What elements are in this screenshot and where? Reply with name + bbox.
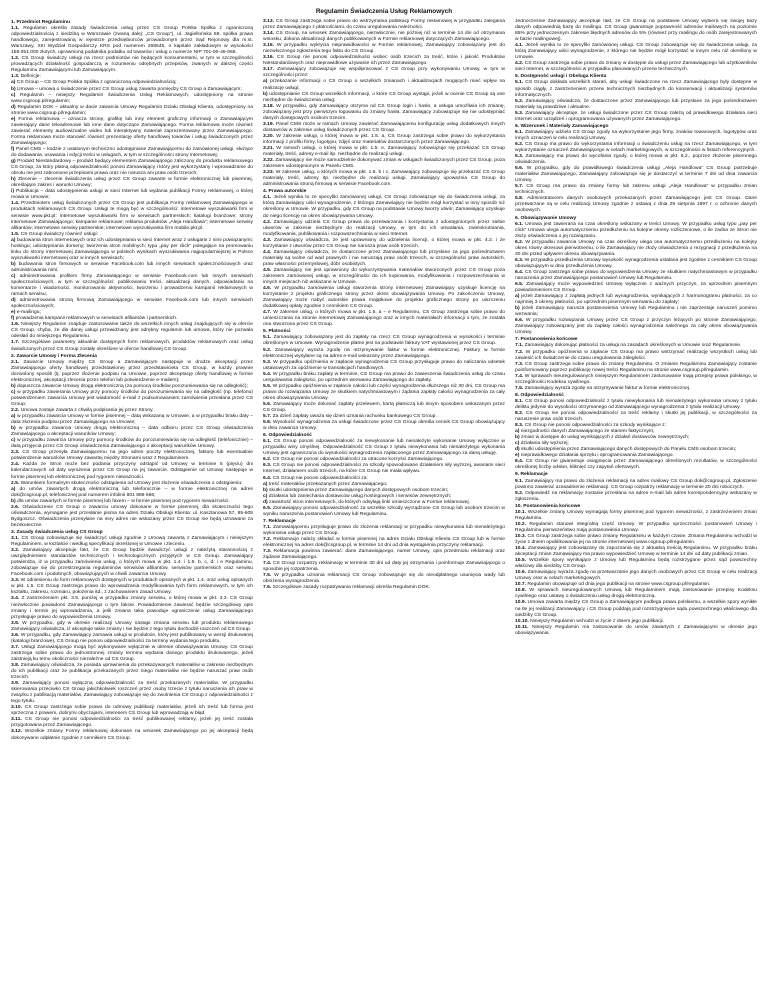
paragraph: a) w przypadku zawarcia Umowy w formie pisemnej – datą wskazaną w Umowie, a w przypadku braku daty – data złożenia podpisu przez Zamawiającego na Umowie; xyxy=(11,414,253,426)
paragraph: 4.3. Zamawiający oświadcza, że jest uprawniony do udzielenia licencji, o której mowa w pkt. 4.2. i że korzystanie z utworów przez CS Group nie narusza praw osób trzecich. xyxy=(263,237,505,249)
paragraph: 3.4. Z zastrzeżeniem pkt. 3.5. poniżej w przypadku zmiany serwisu, o której mowa w pkt. 3.3. CS Group niezwłocznie powiadomi Zamawiającego o tym fakcie. Powiadomienie zawierać będzie szczegółowy opis zmiany i termin jej wprowadzenia, a jeśli zmiana taka powoduje ograniczenie usług Zamawiającego przysługuje prawo do wypowiedzenia Umowy. xyxy=(11,596,253,620)
paragraph: d) skutki udostępnienia przez Zamawiającego danych dostępowych do Panelu CMS osobom trzecim; xyxy=(515,447,737,453)
paragraph: 6.3. W przypadku przedłużenia Umowy wysokość wynagrodzenia ustalana jest zgodnie z cennikiem CS Group obowiązującym w dniu przedłużenia Umowy. xyxy=(515,257,757,269)
paragraph: f) prowadzenia kampanii reklamowych w serwisach afiliantów i partnerskich. xyxy=(11,316,178,322)
section-heading: 5. Płatności xyxy=(263,329,291,335)
paragraph: b) dopuszcza zawarcie Umowy drogą elektroniczną (za pomocą środków porozumiewania się na odległość); xyxy=(11,383,248,389)
paragraph: 6.1. Zamawiający udziela CS Group zgody na wykorzystanie jego firmy, znaków towarowych, logotypów oraz innych oznaczeń w celu realizacji Umowy. xyxy=(515,129,757,141)
paragraph: 1.1. Regulamin określa zasady świadczenia usług przez CS Group Polska Spółka z ograniczoną odpowiedzialnością z siedzibą w Warszawie (zwaną dalej: „CS Group”), ul. Jagiellońska 69, spółka prawa handlowego, zarejestrowaną w rejestrze przedsiębiorców prowadzonym przez Sąd Rejonowy dla m.st. Warszawy, XIII Wydział Gospodarczy KRS pod numerem 268645, o kapitale zakładowym w wysokości 159.051.000 złotych, uprawnioną podatnika podatku od towarów i usług o numerze NIP 701-00-46-065. xyxy=(11,26,253,56)
section-heading: 1. Przedmiot Regulaminu xyxy=(11,20,70,25)
paragraph: 3.7. Usługi Zamawiającego mogą być wykonywane wyłącznie w okresie obowiązywania Umowy. CS Group zastrzega sobie prawo do jednostronnej zmiany terminu wydania danego produktu drukowanego, jeżeli zaistnieją ku temu okoliczności niezależne od CS Group. xyxy=(11,644,253,662)
paragraph: e) Forma reklamowa – oznacza stronę, grafikę lub inny element graficzny informacji o Zamawiającym zawierający dane teleadresowe lub inne dane dotyczące Zamawiającego. Forma reklamowa może również zawierać elementy audiowizualne wideo lub interaktywny materiał zaprezentowany przez Zamawiającego. Forma reklamowa może stanowić również prezentację oferty handlowej towarów i usług świadczonych przez Zamawiającego; xyxy=(11,116,253,146)
paragraph: 10.7. Regulamin obowiązuje od dnia jego publikacji na stronie www.csgroup.pl/regulamin. xyxy=(515,582,711,588)
paragraph: Jednocześnie Zamawiający akceptuje fakt, że CS Group na podstawie Umowy wybiera się swojej bazy danych odpowiednią bazę do mailingu. CS Group gwarantuje poprawność adresów mailowych na poziomie 85% przy jednoczesnym zakresie błędnych adresów do 5% (również przy mailingu do osób zarejestrowanych w bazie mailingowej). xyxy=(515,19,757,43)
paragraph: 5.3. W przypadku opóźnienia w zapłacie wynagrodzenia CS Group przysługuje prawo do naliczania odsetek ustawowych za opóźnienie w transakcjach handlowych. xyxy=(263,359,505,371)
paragraph: 3.23. W zakresie usług, o których mowa w pkt. 1.5. b i c, Zamawiający zobowiązuje się przekazać CS Group materiały, treść, adresy itp. niezbędne do realizacji usługi. Zamawiający upoważnia CS Group do administrowania stroną firmową w serwisie Facebook.com. xyxy=(263,170,505,188)
paragraph: 8.2. CS Group nie ponosi odpowiedzialności za treść reklamy i skutki jej publikacji, w szczególności za naruszenie praw osób trzecich. xyxy=(515,411,757,423)
paragraph: 7.1. Zamawiający dokonując płatności za usługi na zasadach określonych w Umowie oraz Regulaminie. xyxy=(515,343,742,349)
paragraph: i) Publikacja – data udostępnienia usługi w sieci Internet lub wydania publikacji Formy reklamowej, o której mowa w Umowie; xyxy=(11,189,253,201)
column-left xyxy=(11,19,253,993)
paragraph: d) Regulamin DOK – aktualny w dacie zawarcia Umowy Regulamin Działu Obsługi Klienta, udostępniony na stronie www.csgroup.pl/regulamin; xyxy=(11,104,253,116)
paragraph: 4.2. Zamawiający udziela CS Group prawa do przetwarzania i korzystania z udostępnionych przez siebie utworów w zakresie niezbędnym do realizacji Umowy, w tym do ich utrwalania, zwielokrotniania, modyfikowania, publikowania i rozpowszechniania w sieci Internet. xyxy=(263,219,505,237)
paragraph: 10.4. Zamawiający jest zobowiązany do zapoznania się z aktualną treścią Regulaminu. W przypadku braku akceptacji zmian Zamawiający ma prawo wypowiedzieć Umowę w terminie 14 dni od daty publikacji zmian. xyxy=(515,546,757,558)
paragraph: 5.1. Zamawiający zobowiązany jest do zapłaty na rzecz CS Group wynagrodzenia w wysokości i terminie określonym w Umowie. Wynagrodzenie płatne jest na podstawie faktury VAT wystawionej przez CS Group. xyxy=(263,335,505,347)
paragraph: b) zmian w dostępie do usług wynikających z działań dostawców zewnętrznych; xyxy=(515,435,690,441)
paragraph: 7.6. Szczegółowe zasady rozpatrywania reklamacji określa Regulamin DOK. xyxy=(263,585,431,591)
paragraph: 1.2. CS Group świadczy usługi na rzecz podmiotów nie będących konsumentami, w tym w szczególności prowadzących działalność gospodarczą w rozumieniu odrębnych przepisów, zwanych w dalszej części Regulaminu Zamawiającymi lub Zamawiającym. xyxy=(11,56,253,74)
paragraph: 6.2. W przypadku zawarcia Umowy na czas określony ulega ona automatycznemu przedłużeniu na kolejny okres równy okresowi pierwotnemu, o ile Zamawiający nie złoży oświadczenia o rezygnacji z przedłużenia na 30 dni przed upływem okresu obowiązywania. xyxy=(515,239,757,257)
paragraph: f) Panel CMS – kodzie z ustalonym techniczno udostępniane Zamawiającemu do zamówionej usługi, służące do dodawania, usuwania i edycji treści w usługach, w tym w szczególności strony internetowej; xyxy=(11,146,253,159)
paragraph: 6.1. Umowa jest zawierana na czas określony wskazany w treści Umowy. W przypadku usług typu „pay per click” Umowa ulega automatycznemu przedłużeniu na kolejne okresy rozliczeniowe, o ile żadna ze Stron nie złoży oświadczenia o jej rozwiązaniu. xyxy=(515,221,757,239)
paragraph: 5.2. Zamawiający oświadcza, że dostarczone przez Zamawiającego lub przysłane za jego pośrednictwem materiały są prawdziwe i aktualne. xyxy=(515,98,757,110)
paragraph: a) do umów zawartych drogą elektroniczną lub telefonicznie – w formie elektronicznej na adres dok@csgroup.pl, telefonicznej pod numerem infolinii 801 888 666; xyxy=(11,486,253,498)
section-heading: 3. Zasady świadczenia usług CS Group xyxy=(11,529,103,535)
paragraph: 6.1. CS Group ponosi odpowiedzialność za niewykonanie lub nienależyte wykonanie Umowy wyłącznie w przypadku winy umyślnej. Odpowiedzialność CS Group z tytułu niewykonania lub nienależytego wykonania Umowy jest ograniczona do wysokości wynagrodzenia zapłaconego przez Zamawiającego za daną usługę. xyxy=(263,439,505,457)
paragraph: 10.10. Niniejszy Regulamin wchodzi w życie z dniem jego publikacji. xyxy=(515,618,665,624)
paragraph: 3.5. W przypadku, gdy w okresie realizacji Umowy nastąpi zmiana serwisu lub produktu reklamowego Zamawiający oświadcza, iż akceptuje takie zmiany i nie będzie z tego tytułu dochodził roszczeń od CS Group. xyxy=(11,620,253,632)
paragraph: 3.13. CS Group zastrzega sobie prawo do wstrzymania publikacji Formy reklamowej w przypadku zalegania przez Zamawiającego z płatnościami, do czasu uregulowania należności. xyxy=(263,19,505,31)
paragraph: b) Umowa – umowa o świadczenie przez CS Group usług zawarta pomiędzy CS Group a Zamawiającym; xyxy=(11,86,242,92)
paragraph: 4.4. Zamawiający oświadcza, że dostarczone przez Zamawiającego lub przysłane za jego pośrednictwem materiały są wolne od wad prawnych i nie naruszają praw osób trzecich, w szczególności praw autorskich, praw własności przemysłowej, dóbr osobistych. xyxy=(263,249,505,267)
paragraph: 1.3. Definicje: xyxy=(11,74,41,80)
paragraph: 3.11. CS Group nie ponosi odpowiedzialności za treść publikowanej reklamy, jeżeli jej treść została przygotowana przez Zamawiającego. xyxy=(11,717,253,729)
paragraph: 3.9. Zamawiający ponosi wyłączną odpowiedzialność za treść przekazanych materiałów. W przypadku skierowania przeciwko CS Group jakichkolwiek roszczeń przez osoby trzecie z tytułu naruszenia ich praw w związku z publikacją materiałów, Zamawiający zobowiązuje się do zwolnienia CS Group z odpowiedzialności z tego tytułu. xyxy=(11,681,253,705)
document-columns xyxy=(11,19,757,993)
section-heading: 4. Prawa autorskie xyxy=(263,189,307,195)
paragraph: 4.6. W przypadku zamówienia usługi stworzenia strony internetowej Zamawiający uzyskuje licencję na korzystanie z projektu graficznego strony przez okres obowiązywania Umowy. Po zakończeniu Umowy, Zamawiający może nabyć autorskie prawa majątkowe do projektu graficznego strony po uiszczeniu dodatkowej opłaty zgodnie z cennikiem CS Group. xyxy=(263,286,505,310)
paragraph: 3.8. Zamawiający oświadcza, że posiada uprawnienia do przekazywanych materiałów w zakresie niezbędnym do ich publikacji oraz że publikacja przekazanych przez niego materiałów nie będzie naruszać praw osób trzecich. xyxy=(11,662,253,681)
paragraph: 3.21. W ramach usługi, o której mowa w pkt. 1.5. e, Zamawiający zobowiązuje się przekazać CS Group materiały, treść, adresy e-mail itp. niezbędne do realizacji usługi. xyxy=(263,145,505,158)
paragraph: 5.3. Zamawiający akceptuje, że usługi świadczone przez CS Group zależą od prawidłowego działania sieci Internet oraz urządzeń i oprogramowania używanych przez Zamawiającego. xyxy=(515,110,757,122)
paragraph: 2.4. Każda ze Stron może bez podania przyczyny odstąpić od Umowy w terminie 5 (pięciu) dni kalendarzowych od daty wyrażenia przez CS Group na jej zawarcie. Odstąpienie od Umowy następuje w formie pisemnej lub elektronicznej pod rygorem nieważności. xyxy=(11,462,253,480)
paragraph: 6.5. Zamawiający ponosi odpowiedzialność za wszelkie szkody wyrządzone CS Group lub osobom trzecim w wyniku naruszenia postanowień Umowy lub Regulaminu. xyxy=(263,505,505,517)
paragraph: c) w przypadku zawierania Umowy przy pomocy środków do porozumiewania się na odległość (np. telefonu) potwierdzeniem zawarcia Umowy jest wiadomość e-mail z podsumowaniem zamówienia przesłana przez CS Group; xyxy=(11,389,253,407)
paragraph: 1.5. CS Group świadczy również usługi: xyxy=(11,231,98,237)
paragraph: 6.6. W przypadku rozwiązania Umowy przez CS Group z przyczyn leżących po stronie Zamawiającego, Zamawiający zobowiązany jest do zapłaty całości wynagrodzenia należnego za cały okres obowiązywania Umowy. xyxy=(515,318,757,336)
paragraph: a) budowania stron internetowych oraz ich udostępniania w sieci Internet wraz z usługami z nimi powiązanymi; hostingu; udostępniania domeny; tworzenia stron mobilnych; typu „pay per click” polegające na promowaniu linku do strony internetowej Zamawiającego w polskich wynikach wyszukiwania najpopularniejszej w Polsce wyszukiwarki internetowej oraz w innych serwisach; xyxy=(11,237,253,261)
section-heading: 6. Wizerunek i Materiały Zamawiającego xyxy=(515,123,609,129)
paragraph: 2.3. CS Group przesyła Zamawiającemu na jego adres poczty elektronicznej, fakturę lub ewentualnie potwierdzenie warunków Umowy zawartej między Stronami wraz z Regulaminem. xyxy=(11,450,253,462)
paragraph: d) administrowania stroną firmową Zamawiającego w serwisie Facebook.com lub innych serwisach społecznościowych; xyxy=(11,298,253,310)
paragraph: 10.6. Zamawiający wyraża zgodę na przetwarzanie jego danych osobowych przez CS Group w celu realizacji Umowy oraz w celach marketingowych. xyxy=(515,570,757,582)
paragraph: 6.3. Zamawiający ma prawo do wycofania zgody, o której mowa w pkt. 6.2., poprzez złożenie pisemnego oświadczenia. xyxy=(515,154,757,166)
paragraph: 6.4. CS Group zastrzega sobie prawo do wypowiedzenia Umowy ze skutkiem natychmiastowym w przypadku naruszenia przez Zamawiającego postanowień Umowy lub Regulaminu. xyxy=(515,269,757,281)
paragraph: 1.6. Niniejszy Regulamin znajduje zastosowanie także do wszelkich innych usług znajdujących się w ofercie CS Group, chyba, że dla danej usługi przewidziany jest odrębny regulamin lub umowa, który nie pozwala odesłań do niniejszego Regulaminu. xyxy=(11,322,253,340)
paragraph: a) CS Group – CS Group Polska Spółka z ograniczoną odpowiedzialnością; xyxy=(11,80,177,86)
paragraph: e) nieprawidłowego działania sprzętu i oprogramowania Zamawiającego. xyxy=(515,453,674,459)
paragraph: 2.1. Zawarcie Umowy między CS Group a Zamawiającym następuje w drodze akceptacji przez Zamawiającego oferty handlowej przedstawionej przez przedstawiciela CS Group, w każdy prawnie dozwolony sposób (tj. poprzez złożenie podpisu na Umowie, poprzez akceptację oferty handlowej w formie elektronicznej, akceptacji zlecenia przez telefon lub potwierdzenie e-mailem); xyxy=(11,359,253,383)
section-heading: 6. Obowiązywanie Umowy xyxy=(515,215,577,221)
paragraph: 3.3. W odniesieniu do form reklamowych dostępnych w produktach opisanych w pkt. 1.4. oraz usług opisanych w pkt. 1.5. CS Group zastrzega prawo do wprowadzania modyfikowania tych form reklamowych, w tym ich kształtu, zakresu, rozmiaru, położenia itd., z zachowaniem zasad Umowy. xyxy=(11,578,253,596)
paragraph: b) skutki udostępnienia przez Zamawiającego danych dostępowych osobom trzecim; xyxy=(263,487,449,493)
paragraph: 3.22. Zamawiający nie może samodzielnie dokonywać zmian w usługach świadczonych przez CS Group, poza zakresem udostępnionym w Panelu CMS. xyxy=(263,158,505,170)
paragraph: 3.14. CS Group, na wniosek Zamawiającego, niezwłocznie, nie później niż w terminie 14 dni od otrzymania wniosku, dokona aktualizacji danych publikowanych w Formie reklamowej dotyczących Zamawiającego. xyxy=(263,31,505,43)
column-right xyxy=(515,19,757,993)
paragraph: 3.16. CS Group nie ponosi odpowiedzialności wobec osób trzecich za treść, które i jakość Produktów Niestandardowych oraz nieprawidłowe używanie ich przez Zamawiającego. xyxy=(263,55,505,67)
paragraph: 3.20. W zakresie usługi, o której mowa w pkt. 1.5. a, CS Group zastrzega sobie prawo do wykorzystania informacji z profilu firmy, logotypu, zdjęć oraz materiałów dostarczonych przez Zamawiającego. xyxy=(263,133,505,145)
paragraph: 6.3. CS Group nie ponosi odpowiedzialności za szkody spowodowane działaniem siły wyższej, awariami sieci Internet, działaniem osób trzecich, na które CS Group nie miała wpływu. xyxy=(263,463,505,475)
section-heading: 8. Odpowiedzialność xyxy=(515,392,564,398)
paragraph: 2.2. Umowa zostaje zawarta z chwilą podpisania jej przez Strony. xyxy=(11,408,154,413)
paragraph: 5.5. W przypadku opóźnienia w zapłacie całości lub części wynagrodzenia dłuższego niż 30 dni, CS Group ma prawo do rozwiązania Umowy ze skutkiem natychmiastowym i żądania zapłaty całości wynagrodzenia za cały okres obowiązywania Umowy. xyxy=(263,383,505,401)
section-heading: 10. Postanowienia końcowe xyxy=(515,503,581,509)
paragraph: 9.2. Odpowiedź na reklamację zostanie przesłana na adres e-mail lub adres korespondencyjny wskazany w zgłoszeniu. xyxy=(515,490,757,502)
section-heading: 2. Zawarcie Umowy i Forma Zlecenia xyxy=(11,353,97,359)
paragraph: 4.1. Jeżeli wynika to ze specyfiki zamówionej usługi, CS Group zobowiązuje się do świadczenia usługi, za którą Zamawiający uiści wynagrodzenie, z którego nie będzie mógł korzystać w innym celu niż określony w Umowie. xyxy=(515,43,757,61)
paragraph: 6.2. CS Group nie ponosi odpowiedzialności za utracone korzyści Zamawiającego. xyxy=(263,457,444,463)
paragraph: 5.2. Zamawiający wyraża zgodę na otrzymywanie faktur w formie elektronicznej. Faktury w formie elektronicznej wysyłane są na adres e-mail wskazany przez Zamawiającego. xyxy=(263,347,505,359)
paragraph: 3.15. W przypadku wykrycia nieprawidłowości w Formie reklamowej, Zamawiający zobowiązany jest do niezwłocznego zgłoszenia tego faktu do CS Group. xyxy=(263,43,505,55)
paragraph: 10.9. Umowa zawarta między CS Group a Zamawiającym podlega prawu polskiemu, a wszelkie spory wynikłe na tle jej realizacji Zamawiający i CS Group poddają pod rozstrzygnięcie sądu powszechnego właściwego dla siedziby CS Group. xyxy=(515,600,757,618)
section-heading: 7. Reklamacje xyxy=(263,518,296,524)
paragraph: 7.4. CS Group rozpatrzy reklamację w terminie 30 dni od daty jej otrzymania i poinformuje Zamawiającego o sposobie jej rozpatrzenia. xyxy=(263,561,505,573)
paragraph: 10.5. Wszelkie spory wynikające z Umowy lub Regulaminu będą rozstrzygane przez sąd powszechny właściwy dla siedziby CS Group. xyxy=(515,558,757,570)
paragraph: a) niezgodności danych Zamawiającego ze stanem faktycznym; xyxy=(515,429,655,435)
paragraph: b) budowania stron firmowych w serwisie Facebook.com lub innych serwisach społecznościowych oraz administrowania nimi; xyxy=(11,261,253,273)
paragraph: h) Zlecenie – zlecenie świadczenia usług przez CS Group zawarte w formie elektronicznej lub pisemnej, określające zakres i warunki Umowy; xyxy=(11,177,253,189)
paragraph: 3.1. CS Group zobowiązuje się świadczyć usługi zgodnie z Umową zawartą z Zamawiającym i niniejszym Regulaminem, w kształcie i według specyfikacji określonej w Umowie i zleceniu. xyxy=(11,535,253,548)
paragraph: 5.6. Zamawiający może dokonać zapłaty przelewem, kartą płatniczą lub innym sposobem wskazanym przez CS Group. xyxy=(263,401,505,413)
document-title: Regulamin Świadczenia Usług Reklamowych xyxy=(315,8,453,15)
section-heading: 7. Postanowienia końcowe xyxy=(515,337,578,343)
paragraph: c) Regulamin – niniejszy Regulamin świadczenia Usług Reklamowych, udostępniony na stronie www.csgroup.pl/regulamin; xyxy=(11,92,253,104)
paragraph: 7.2. Reklamacje należy składać w formie pisemnej na adres Działu Obsługi Klienta CS Group lub w formie elektronicznej na adres dok@csgroup.pl, w terminie 14 dni od dnia wystąpienia przyczyny reklamacji. xyxy=(263,536,505,549)
paragraph: 10.11. Niniejszy Regulamin ma zastosowanie do umów zawartych z Zamawiającymi w okresie jego obowiązywania. xyxy=(515,624,757,636)
paragraph: 7.4. W sprawach nieuregulowanych niniejszym Regulaminem zastosowanie mają przepisy prawa polskiego, w szczególności Kodeksu cywilnego. xyxy=(515,373,757,385)
section-heading: 5. Dostępność usługi i Obsługa Klienta xyxy=(515,74,607,80)
paragraph: 10.1. Wszelkie zmiany Umowy wymagają formy pisemnej pod rygorem nieważności, z zastrzeżeniem zmian Regulaminu. xyxy=(515,509,757,521)
paragraph: 8.4. CS Group nie gwarantuje osiągnięcia przez Zamawiającego określonych rezultatów, w szczególności określonej liczby odsłon, kliknięć czy zapytań ofertowych. xyxy=(515,459,757,471)
paragraph: 7.2. W przypadku opóźnienia w zapłacie CS Group ma prawo wstrzymać realizację wszystkich usług lub zawiesić ich świadczenie do czasu uregulowania zaległości. xyxy=(515,349,757,361)
paragraph: e) e-mailingu; xyxy=(11,310,41,316)
section-heading: 9. Reklamacje xyxy=(515,472,548,478)
paragraph: 3.2. Zamawiający akceptuje fakt, że CS Group będzie świadczyć usługi z należytą starannością z uwzględnieniem standardów technicznych i technologicznych przyjętych w CS Group. Zamawiający potwierdza, iż w przypadku zamówienia usług, o których mowa w pkt. 1.4. i 1.5. b, c, d, i e Regulaminu, zobowiązuje się do przestrzegania regulaminów serwisów afiliantów, serwisów partnerskich oraz serwisu Facebook.com i podobnych, obowiązujących w chwili zawarcia Umowy. xyxy=(11,548,253,578)
paragraph: 3.17. Zamawiający zobowiązuje się współpracować z CS Group przy wykonywaniu Umowy, w tym w szczególności przez: xyxy=(263,67,505,79)
paragraph: a) przekazanie informacji o CS Group o wszelkich zmianach i aktualizacjach mogących mieć wpływ na realizację usługi; xyxy=(263,79,505,91)
paragraph: 5.8. Wysokość wynagrodzenia za usługi świadczone przez CS Group określa cennik CS Group obowiązujący w dniu zawarcia Umowy. xyxy=(263,420,505,432)
paragraph: c) działania siły wyższej; xyxy=(515,441,569,447)
paragraph: 5.8. Administratorem danych osobowych przekazanych przez Zamawiającego jest CS Group. Dane przetwarzane są w celu realizacji Umowy zgodnie z ustawą z dnia 29 sierpnia 1997 r. o ochronie danych osobowych. xyxy=(515,196,757,214)
paragraph: 7.5. Zamawiający wyraża zgodę na otrzymywanie faktur w formie elektronicznej. xyxy=(515,385,691,391)
paragraph: c) w przypadku zawarcia Umowy przy pomocy środków do porozumiewania się na odległość (telefonicznie) – datą przyjęcia przez CS Group oświadczenia Zamawiającego o akceptacji warunków Umowy. xyxy=(11,438,253,450)
paragraph: d) zawartość stron internetowych, do których odsyłają linki umieszczone w Formie reklamowej. xyxy=(263,499,470,505)
paragraph: 5.6. W przypadku, gdy do prawidłowego świadczenia usługi „Aleja Handlowa” CS Group potrzebuje materiałów Zamawiającego, Zamawiający zobowiązuje się je dostarczyć w terminie 7 dni od dnia zawarcia Umowy. xyxy=(515,166,757,184)
paragraph: 6.4. CS Group nie ponosi odpowiedzialności za: xyxy=(263,475,368,481)
paragraph: 7.3. Reklamacja powinna zawierać: dane Zamawiającego, numer Umowy, opis przedmiotu reklamacji oraz żądanie Zamawiającego. xyxy=(263,549,505,561)
paragraph: 8.1. CS Group ponosi odpowiedzialność z tytułu niewykonania lub nienależytego wykonania umowy z tytułu deliktu jedynie do wysokości otrzymanego od Zamawiającego wynagrodzenia z tytułu realizacji Umowy. xyxy=(515,398,757,410)
paragraph: b) udostępnianie CS Group wszelkich informacji, o które CS Group wystąpi, jeżeli w ocenie CS Group są one niezbędne do świadczenia usług; xyxy=(263,91,505,103)
paragraph: 2.5. Warunkiem formalnym skuteczności odstąpienia od Umowy jest złożenie oświadczenia o odstąpieniu: xyxy=(11,480,243,486)
paragraph: 1.4. Przedmiotem usług świadczonych przez CS Group jest publikacja Formy reklamowej Zamawiającego w produktach reklamowych CS Group. Usługi te mogą być w szczególności: internetowe wyszukiwarki firm w serwisie www.pkt.pl; internetowe wyszukiwarki firm w serwisach partnerskich; katalogi branżowe; strony internetowe Zamawiającego; kampanie reklamowe; reklama produktów „Aleja Handlowa”; internetowe serwisy afiliantów; internetowe serwisy partnerskie; internetowe wyszukiwarka firm mobile.pkt.pl. xyxy=(11,201,253,231)
paragraph: 3.18. W przypadku, gdy Zamawiający otrzyma od CS Group login i hasło, a usługa umożliwia ich zmianę, zobowiązany jest przy pierwszym logowaniu do zmiany hasła. Zamawiający zobowiązuje się nie udostępniać danych dostępowych osobom trzecim. xyxy=(263,103,505,121)
paragraph: b) dla umów zawartych w formie pisemnej lub faxem – w formie pisemnej pod rygorem nieważności. xyxy=(11,498,230,504)
paragraph: 9.1. Zamawiający ma prawo do złożenia reklamacji na adres mailowy CS Group dok@csgroup.pl. Zgłoszenie powinno zawierać uzasadnienie reklamacji. CS Group rozpatrzy reklamację w terminie 20 dni roboczych. xyxy=(515,478,757,490)
paragraph: 2.6. Oświadczenie CS Group o zawarciu umowy dokonane w formie pisemnej, dla skuteczności tego oświadczenia, wymagane jest przesłanie pisma na adres Działu Obsługi Klienta: ul. Kasztanowa 57, 85-605 Bydgoszcz. Oświadczenia przesyłane na inny adres nie wskazany przez CS Group nie będą uznawane za bezskuteczne. xyxy=(11,504,253,528)
paragraph: c) administrowania profilem firmy Zamawiającego w serwisie Facebook.com lub innych serwisach społecznościowych, w tym w szczególności: publikowaniu treści, aktualizacji danych, odpowiadaniu na komentarze i wiadomości, monitorowaniu aktywności, tworzeniu i prowadzeniu kampanii reklamowych w ramach serwisu; xyxy=(11,273,253,298)
column-middle xyxy=(263,19,505,993)
paragraph: 6.5. Zamawiający może wypowiedzieć Umowę wyłącznie z ważnych przyczyn, za uprzednim pisemnym powiadomieniem CS Group. xyxy=(515,282,757,294)
paragraph: 4.5. Zamawiający nie jest uprawniony do wykorzystywania materiałów stworzonych przez CS Group poza zakresem zamówionej usługi, w szczególności do ich kopiowania, modyfikowania i rozpowszechniania w innych miejscach niż wskazane w Umowie. xyxy=(263,267,505,286)
paragraph: a) jeżeli Zamawiający z zapłatą jednych lub wynagrodzenia, wynikających z harmonogramu płatności, za co najmniej 3 okresy płatności, po uprzednim pisemnym wezwaniu do zapłaty; xyxy=(515,294,757,306)
paragraph: 5.4. W przypadku braku zapłaty w terminie, CS Group ma prawo do zawieszenia świadczenia usług do czasu uregulowania zaległości, po uprzednim wezwaniu Zamawiającego do zapłaty. xyxy=(263,371,505,383)
paragraph: 5.7. CS Group ma prawo do zmiany formy lub zakresu usługi „Aleja Handlowa” w przypadku zmian technicznych. xyxy=(515,184,757,196)
paragraph: 10.2. Regulamin stanowi integralną część Umowy. W przypadku sprzeczności postanowień Umowy i Regulaminu pierwszeństwo mają postanowienia Umowy. xyxy=(515,521,757,533)
paragraph: c) działania lub zaniechania dostawców usług hostingowych i serwisów zewnętrznych; xyxy=(263,493,452,499)
paragraph: b) w przypadku zawarcia Umowy drogą elektroniczną – data odbioru przez CS Group oświadczenia Zamawiającego o akceptacji warunków Umowy; xyxy=(11,426,253,438)
paragraph: 8.3. CS Group nie ponosi odpowiedzialności za szkody wynikające z: xyxy=(515,423,666,429)
paragraph: 7.5. W przypadku uznania reklamacji CS Group zobowiązuje się do nieodpłatnego usunięcia wady lub obniżenia wynagrodzenia. xyxy=(263,573,505,585)
paragraph: a) treść materiałów przekazanych przez Zamawiającego; xyxy=(263,481,388,487)
paragraph: 3.19. Panel CMS może w ramach Umowy zawierać Zamawiającemu konfigurację usług dodatkowych innych dostawców w zakresie usług świadczonych przez CS Group. xyxy=(263,121,505,133)
paragraph: 4.2. CS Group zastrzega sobie prawo do zmiany w dostępie do usługi przez Zamawiającego lub użytkowników sieci Internet, w szczególności w przypadku planowanych przerw technicznych. xyxy=(515,61,757,73)
paragraph: 4.1. Jeżeli wynika to ze specyfiki zamówionej usługi, CS Group zobowiązuje się do świadczenia usługi, za którą Zamawiający uiści wynagrodzenie, z którego Zamawiający nie będzie mógł korzystać w inny sposób niż określony w Umowie. W przypadku, gdy CS Group na podstawie Umowy tworzy utwór, Zamawiający uzyskuje do niego licencję na okres obowiązywania Umowy. xyxy=(263,195,505,219)
paragraph: 7.1. Zamawiającemu przysługuje prawo do złożenia reklamacji w przypadku niewykonania lub nienależytego wykonania usługi przez CS Group. xyxy=(263,524,505,536)
paragraph: b) jeżeli Zamawiający narusza postanowienia Umowy lub Regulaminu i nie zaprzestaje naruszeń pomimo wezwania; xyxy=(515,306,757,318)
paragraph: 3.6. W przypadku, gdy Zamawiający zamawia usługi w produkcie, który jest publikowany w wersji drukowanej (katalogi branżowe), CS Group nie ponosi odpowiedzialności za terminy wydania tego produktu. xyxy=(11,632,253,644)
paragraph: 4.7. W zakresie usług, o których mowa w pkt. 1.5. a – e Regulaminu, CS Group zastrzega sobie prawo do umieszczania na stronie internetowej Zamawiającego oraz w innych materiałach informacji o tym, że została ona stworzona przez CS Group. xyxy=(263,310,505,328)
paragraph: 6.2. CS Group ma prawo do wykorzystania informacji o świadczeniu usług na rzecz Zamawiającego, w tym wykorzystanie oznaczeń Zamawiającego w celach marketingowych, w szczególności w listach referencyjnych. xyxy=(515,141,757,153)
paragraph: 10.8. W sprawach nieuregulowanych Umową lub Regulaminem mają zastosowanie przepisy Kodeksu cywilnego oraz ustawy o świadczeniu usług drogą elektroniczną. xyxy=(515,588,757,600)
paragraph: 5.1. CS Group dokłada wszelkich starań, aby usługi świadczone na rzecz Zamawiającego były dostępne w sposób ciągły, z zastrzeżeniem przerw technicznych niezbędnych do konserwacji i aktualizacji systemów informatycznych. xyxy=(515,80,757,98)
paragraph: 7.3. CS Group zastrzega sobie prawo do zmiany Regulaminu. O zmianie Regulaminu Zamawiający zostanie poinformowany poprzez publikację nowej treści Regulaminu na stronie www.csgroup.pl/regulamin. xyxy=(515,361,757,373)
paragraph: 10.3. CS Group zastrzega sobie prawo zmiany Regulaminu w każdym czasie. Zmiana Regulaminu wchodzi w życie z dniem opublikowania jej na stronie internetowej www.csgroup.pl/regulamin. xyxy=(515,533,757,545)
section-heading: 6. Odpowiedzialność xyxy=(263,433,312,439)
paragraph: 5.7. Za dzień zapłaty uważa się dzień uznania rachunku bankowego CS Group. xyxy=(263,414,437,420)
paragraph: g) Produkt Niestandardowy – produkt będący elementem Zamawiającego zaliczony do produktu reklamowego CS Group, za który płatną odpowiedzialność ponosi Zamawiający i który jest wykorzystany i wprowadzanie do obrotu nie jest zabronione przepisami prawa oraz nie narusza ani praw osób trzecich; xyxy=(11,159,253,177)
paragraph: 3.12. Wszelkie zmiany Formy reklamowej dokonane na wniosek Zamawiającego po jej akceptacji będą dokonywane odpłatnie zgodnie z cennikiem CS Group. xyxy=(11,729,253,741)
paragraph: 1.7. Szczegółowe parametry aktualnie dostępnych form reklamowych, produktów reklamowych oraz usług świadczonych przez CS Group zostały określone w ofercie handlowej CS Group. xyxy=(11,340,253,352)
paragraph: 3.10. CS Group zastrzega sobie prawo do odmowy publikacji materiałów, jeżeli ich treść lub forma jest sprzeczna z prawem, dobrymi obyczajami, interesem CS Group lub wprowadzają w błąd. xyxy=(11,705,253,717)
